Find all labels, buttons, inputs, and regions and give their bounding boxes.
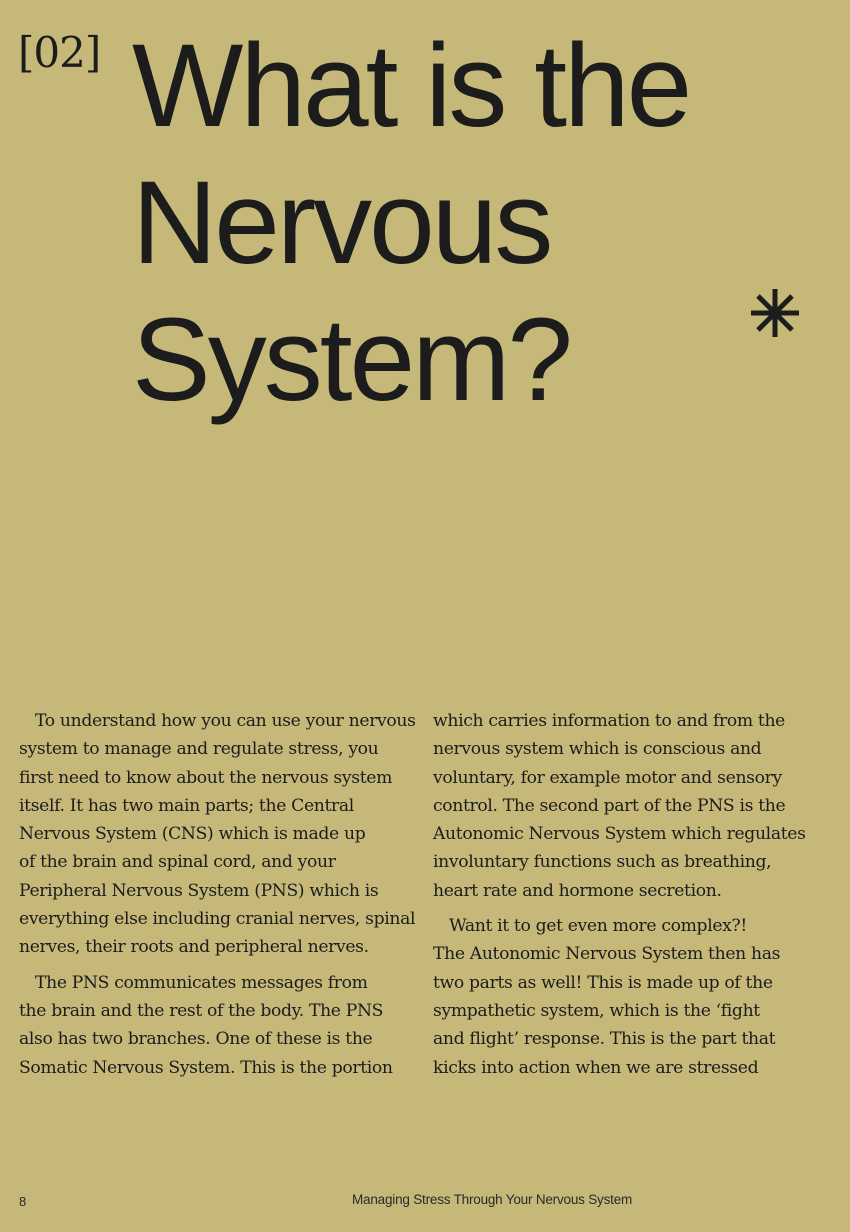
text-line: two parts as well! This is made up of the xyxy=(433,972,773,993)
text-line: control. The second part of the PNS is the xyxy=(433,795,786,816)
text-line: Peripheral Nervous System (PNS) which is xyxy=(19,880,379,901)
paragraph xyxy=(433,707,813,905)
text-line: kicks into action when we are stressed xyxy=(433,1057,759,1078)
text-line: and flight’ response. This is the part that xyxy=(433,1029,776,1050)
text-line: the brain and the rest of the body. The PNS xyxy=(19,1000,384,1021)
body-column-left xyxy=(19,707,419,1089)
text-line: The PNS communicates messages from xyxy=(35,972,368,993)
text-line: heart rate and hormone secretion. xyxy=(433,880,722,901)
text-line: involuntary functions such as breathing, xyxy=(433,852,772,873)
text-line: also has two branches. One of these is the xyxy=(19,1029,373,1050)
body-column-right xyxy=(433,707,813,1089)
section-number: [02] xyxy=(18,28,101,77)
text-line: system to manage and regulate stress, you xyxy=(19,739,379,760)
title-line: System? xyxy=(132,294,571,426)
text-line: first need to know about the nervous system xyxy=(19,767,393,788)
text-line: of the brain and spinal cord, and your xyxy=(19,852,336,873)
running-footer-title: Managing Stress Through Your Nervous System xyxy=(352,1192,633,1207)
text-line: nervous system which is conscious and xyxy=(433,739,762,760)
paragraph xyxy=(19,707,419,962)
text-line: To understand how you can use your nervous xyxy=(35,711,416,731)
page-title xyxy=(132,18,689,429)
text-line: Somatic Nervous System. This is the portion xyxy=(19,1057,393,1078)
paragraph xyxy=(433,912,813,1082)
paragraph xyxy=(19,969,419,1082)
page-number: 8 xyxy=(19,1194,27,1209)
text-line: itself. It has two main parts; the Central xyxy=(19,795,354,816)
title-line: Nervous xyxy=(132,157,551,289)
title-line: What is the xyxy=(132,20,690,152)
text-line: Want it to get even more complex?! xyxy=(449,916,747,937)
text-line: Autonomic Nervous System which regulates xyxy=(433,824,806,845)
text-line: nerves, their roots and peripheral nerves. xyxy=(19,937,369,958)
text-line: which carries information to and from the xyxy=(433,711,786,731)
text-line: sympathetic system, which is the ‘fight xyxy=(433,1000,760,1021)
text-line: everything else including cranial nerves, spinal xyxy=(19,909,416,930)
text-line: The Autonomic Nervous System then has xyxy=(433,944,781,965)
text-line: Nervous System (CNS) which is made up xyxy=(19,824,366,845)
asterisk-icon xyxy=(748,286,802,340)
text-line: voluntary, for example motor and sensory xyxy=(433,767,782,788)
